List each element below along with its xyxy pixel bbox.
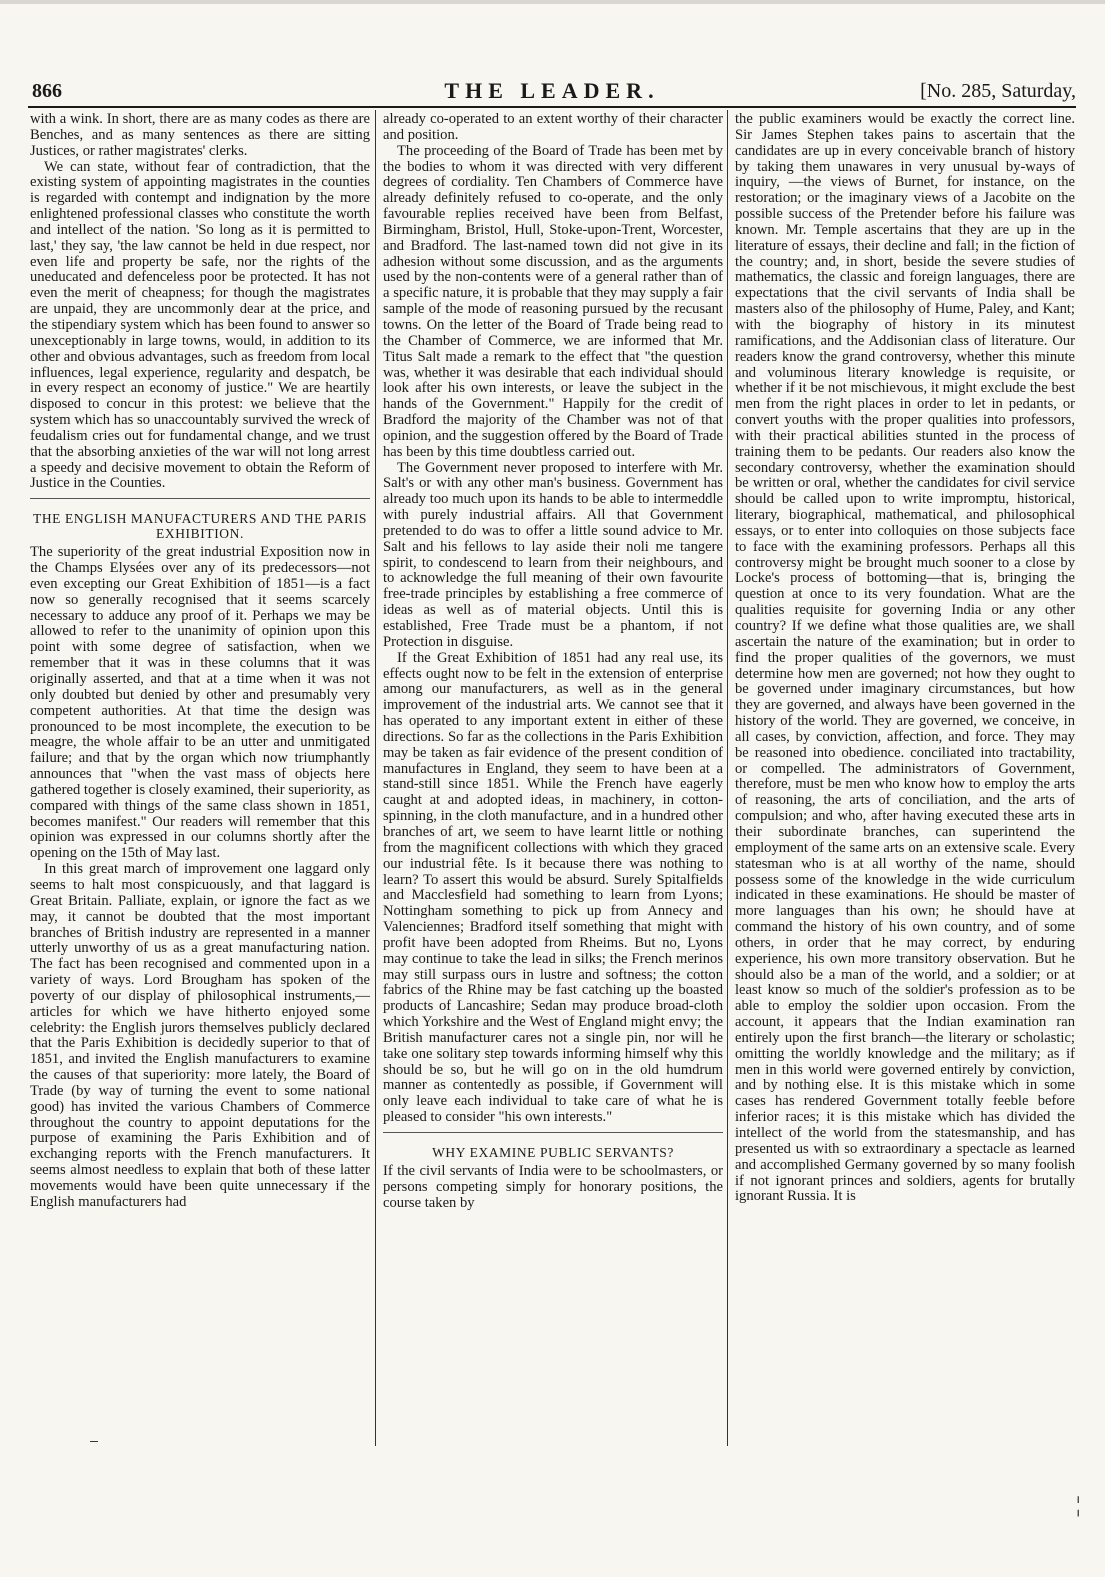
section-divider [30, 498, 370, 499]
top-edge-rule [0, 0, 1105, 4]
column-2 [383, 112, 723, 1212]
margin-mark: ¦ [1076, 1492, 1081, 1517]
column-divider [727, 110, 728, 1446]
column-divider [375, 110, 376, 1446]
paragraph: The proceeding of the Board of Trade has been met by the bodies to whom it was directed with very different degrees of cordiality. Ten Chambers of Commerce have already definitely refused to co-operate, and the only favourable replies received have been from Belfast, Birmingham, Bristol, Hull, Stoke-upon-Trent, Worcester, and Bradford. The last-named town did not give in its adhesion without some discussion, and as the arguments used by the non-contents were of a general rather than of a specific nature, it is probable that they may supply a fair sample of the mode of reasoning pursued by the recusant towns. On the letter of the Board of Trade being read to the Chamber of Commerce, we are informed that Mr. Titus Salt made a remark to the effect that "the question was, whether it was desirable that each individual should look after his own interests, or leave the subject in the hands of the Government." Happily for the credit of Bradford the majority of the Chamber was not of that opinion, and the suggestion offered by the Board of Trade has been by this time doubtless carried out. [383, 142, 723, 460]
paragraph: If the civil servants of India were to be schoolmasters, or persons competing simply for honorary positions, the course taken by [383, 1163, 723, 1211]
section-divider [383, 1132, 723, 1133]
article-heading: WHY EXAMINE PUBLIC SERVANTS? [432, 1145, 674, 1160]
masthead [28, 76, 1076, 106]
article-heading: THE ENGLISH MANUFACTURERS AND THE PARIS EXHIBITION. [32, 511, 368, 542]
issue-info: [No. 285, Saturday, [920, 80, 1076, 102]
paragraph: with a wink. In short, there are as many codes as there are Benches, and as many sentences as there are sitting Justices, or rather magistrates' clerks. [30, 111, 370, 159]
page-number: 866 [32, 80, 62, 102]
paragraph: We can state, without fear of contradiction, that the existing system of appointing magistrates in the counties is regarded with contempt and indignation by the more enlightened professional classes who constitute the worth and intellect of the nation. 'So long as it is permitted to last,' they say, 'the law cannot be held in due respect, nor even life and property be safe, nor the rights of the uneducated and defenceless poor be protected. It has not even the merit of cheapness; for though the magistrates are unpaid, they are uncommonly dear at the price, and the stipendiary system which has been found to answer so unexceptionably in large towns, would, in addition to its other and obvious advantages, such as freedom from local influences, legal experience, regularity and despatch, be in every respect an economy of justice." We are heartily disposed to concur in this protest: we believe that the system which has so unaccountably survived the wreck of feudalism cries out for fundamental change, and we trust that the absorbing anxieties of the war will not long arrest a speedy and decisive movement to obtain the Reform of Justice in the Counties. [30, 158, 370, 492]
paragraph: If the Great Exhibition of 1851 had any real use, its effects ought now to be felt in the extension of enterprise among our manufacturers, as well as in the general improvement of the industrial arts. We cannot see that it has operated to any important extent in either of these directions. So far as the collections in the Paris Exhibition may be taken as fair evidence of the present condition of manufactures in England, they seem to have been at a stand-still since 1851. While the French have eagerly caught at and adopted ideas, in machinery, in cotton-spinning, in the cloth manufacture, and in a hundred other branches of art, we seem to have learnt little or nothing from the magnificent collections with which they graced our industrial fête. Is it because there was nothing to learn? To assert this would be absurd. Surely Spitalfields and Macclesfield had something to learn from Lyons; Nottingham something to pick up from Annecy and Valenciennes; Bradford itself something that might with profit have been adopted from Rheims. But no, Lyons may continue to take the lead in silks; the French merinos may still surpass ours in lustre and softness; the cotton fabrics of the Rhine may be fast catching up the boasted products of Lancashire; Sedan may produce broad-cloth which Yorkshire and the West of England might envy; the British manufacturer cares not a single pin, nor will he take one solitary step towards informing himself why this should be so, but he will go on in the old humdrum manner as contentedly as possible, if Government will only leave each individual to take care of what he is pleased to consider "his own interests." [383, 649, 723, 1126]
paper-title: THE LEADER. [444, 78, 660, 103]
column-1 [30, 112, 370, 1211]
paragraph: The superiority of the great industrial Exposition now in the Champs Elysées over any of its predecessors—not even excepting our Great Exhibition of 1851—is a fact now so generally recognised that it seems scarcely necessary to adduce any proof of it. Perhaps we may be allowed to refer to the unanimity of opinion upon this point with some degree of satisfaction, when we remember that it was in these columns that it was originally asserted, and that at a time when it was not only doubted but denied by other and presumably very competent authorities. At that time the design was pronounced to be most incomplete, the execution to be meagre, the whole affair to be an utter and unmitigated failure; and that by the organ which now triumphantly announces that "when the vast mass of objects here gathered together is closely examined, their superiority, as compared with things of the same class shown in 1851, becomes manifest." Our readers will remember that this opinion was expressed in our columns shortly after the opening on the 15th of May last. [30, 544, 370, 862]
header-rule [28, 106, 1076, 108]
column-3 [735, 112, 1075, 1205]
footer-mark [90, 1441, 98, 1442]
paragraph: already co-operated to an extent worthy of their character and position. [383, 111, 723, 143]
paragraph: the public examiners would be exactly the correct line. Sir James Stephen takes pains to ascertain that the candidates are up in every conceivable branch of history by taking them unawares in very unusual by-ways of inquiry, —the views of Burnet, for instance, on the restoration; or the imaginary views of a Jacobite on the possible success of the Pretender before his failure was known. Mr. Temple ascertains that they are up in the literature of essays, their decline and fall; in the fiction of the country; and, in short, beside the severe studies of mathematics, the classic and foreign languages, there are expectations that the civil servants of India shall be masters also of the philosophy of Hume, Paley, and Kant; with the biography of history in its minutest ramifications, and the Addisonian class of literature. Our readers know the grand controversy, whether this minute and voluminous literary knowledge is requisite, or whether if it be not mischievous, it might exclude the best men from the right places in order to let in pedants, or convert youths with the proper qualities into professors, with their practical abilities stunted in the process of training them to be pedants. Our readers also know the secondary controversy, whether the examination should be written or oral, whether the candidates for civil service should be called upon to write impromptu, historical, literary, biographical, mathematical, and philosophical essays, or to enter into colloquies on those subjects face to face with the examining professors. Perhaps all this controversy might be brought much sooner to a close by Locke's process of bottoming—that is, bringing the question at once to its very foundation. What are the qualities requisite for governing India or any other country? If we define what those qualities are, we shall ascertain the nature of the examination; but in order to find the proper qualities of the governors, we must determine how men are governed; not how they ought to be governed under imaginary circumstances, but how they are governed, and always have been governed in the history of the world. They are governed, we conceive, in all cases, by conviction, affection, and force. They may be reasoned into obedience. conciliated into tractability, or compelled. The administrators of Government, therefore, must be men who know how to employ the arts of reasoning, the arts of conciliation, and the arts of compulsion; and who, after having executed these arts in their subordinate branches, can superintend the employment of the same arts on an extensive scale. Every statesman who is at all worthy of the name, should possess some of the knowledge in the wide curriculum indicated in these examinations. He should be master of more languages than his own; he should have at command the history of his own country, and of some others, in order that he may correct, by enduring experience, his own more transitory observation. But he should also be a man of the world, and a soldier; or at least know so much of the soldier's profession as to be able to employ the soldier upon occasion. From the account, it appears that the Indian examination ran entirely upon the first branch—the literary or scholastic; omitting the worldly knowledge and the military; as if men in this world were governed entirely by conviction, and by nothing else. It is this mistake which in some cases has rendered Government totally feeble before inferior races; it is this mistake which has divided the intellect of the world from the statesmanship, and has presented us with so extraordinary a spectacle as learned and accomplished Germany governed by so many foolish if not ignorant princes and soldiers, agents for brutally ignorant Russia. It is [735, 111, 1075, 1205]
paragraph: The Government never proposed to interfere with Mr. Salt's or with any other man's business. Government has already too much upon its hands to be able to intermeddle with purely industrial affairs. All that Government pretended to do was to offer a little sound advice to Mr. Salt and his fellows to lay aside their noli me tangere spirit, to condescend to learn from their neighbours, and to acknowledge the full meaning of their own favourite free-trade principles by establishing a free commerce of ideas as well as of material objects. Until this is established, Free Trade must be a phantom, if not Protection in disguise. [383, 459, 723, 650]
paragraph: In this great march of improvement one laggard only seems to halt most conspicuously, and that laggard is Great Britain. Palliate, explain, or ignore the fact as we may, it cannot be doubted that the most important branches of British industry are represented in a manner utterly unworthy of us as a great manufacturing nation. The fact has been recognised and commented upon in a variety of ways. Lord Brougham has spoken of the poverty of our display of philosophical instruments,—articles for which we have hitherto enjoyed some celebrity: the English jurors themselves publicly declared that the Paris Exhibition is decidedly superior to that of 1851, and invited the English manufacturers to examine the causes of that superiority: more lately, the Board of Trade (by way of turning the event to some national good) has invited the various Chambers of Commerce throughout the country to appoint deputations for the purpose of examining the Paris Exhibition and of exchanging reports with the French manufacturers. It seems almost needless to explain that both of these latter movements would have been quite unnecessary if the English manufacturers had [30, 861, 370, 1210]
